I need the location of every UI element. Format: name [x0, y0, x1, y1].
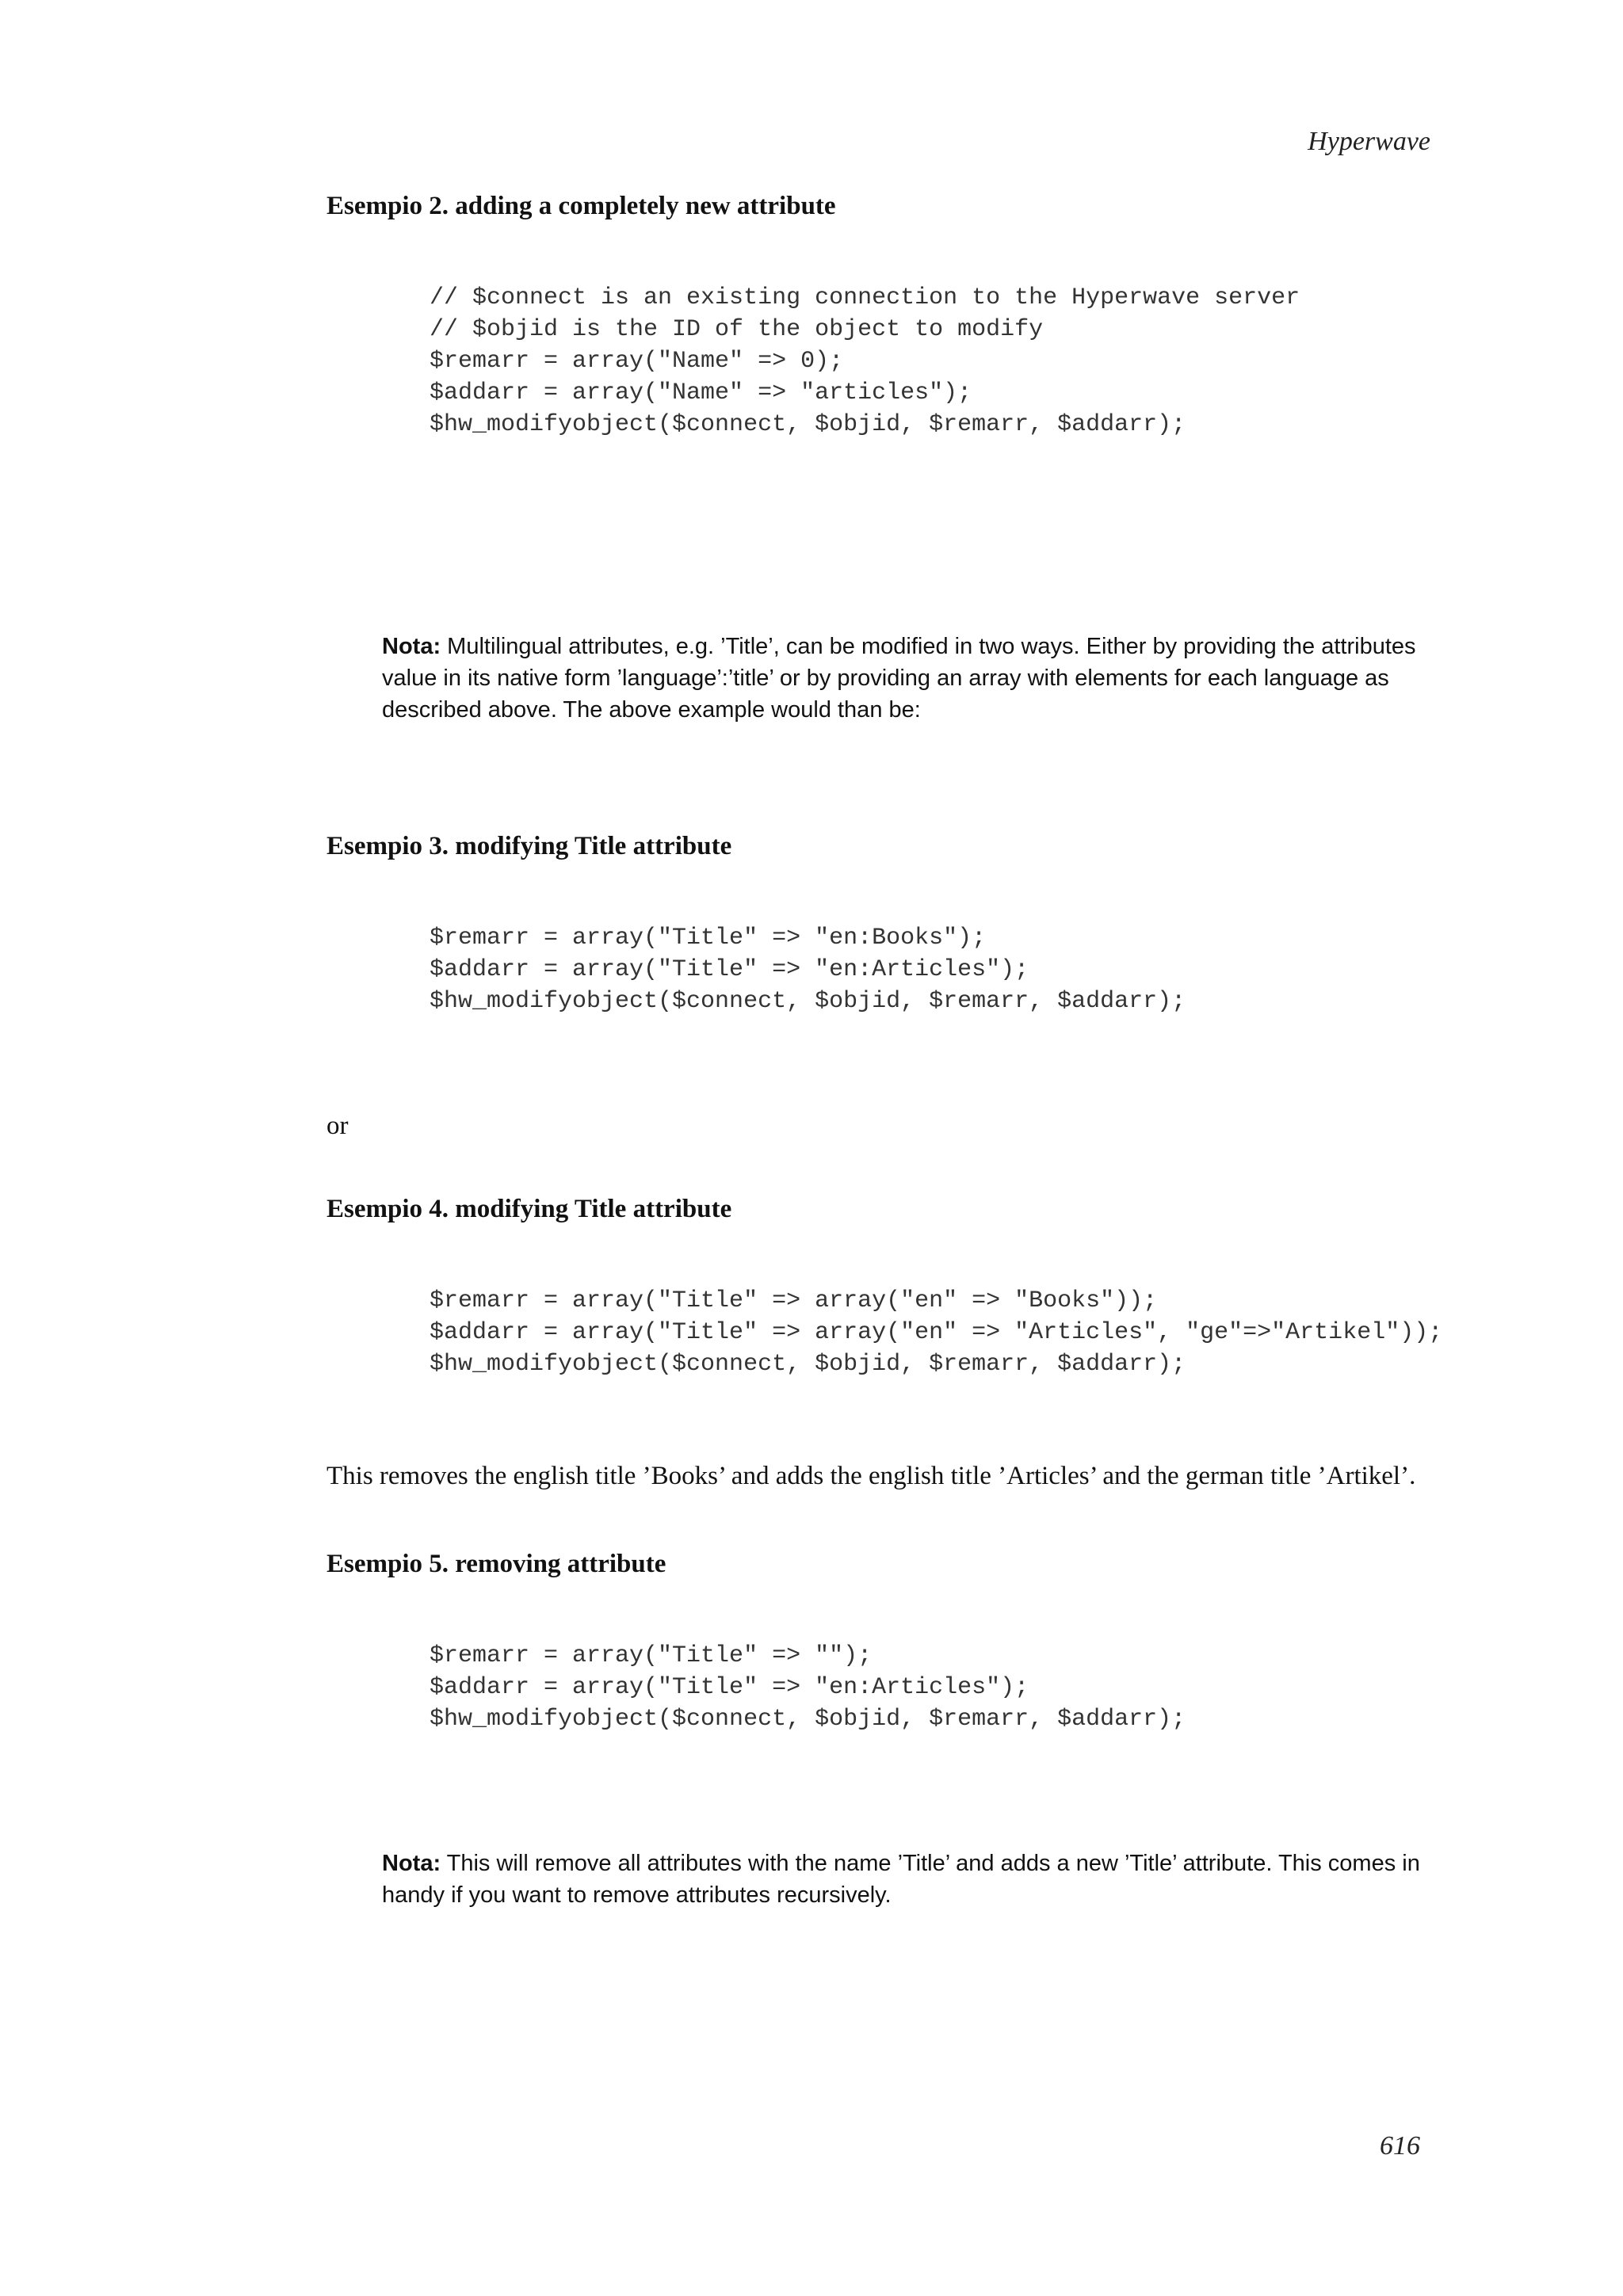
example-2-code: // $connect is an existing connection to the Hyperwave server // $objid is the ID of the object to modify $remarr = array("Name" => 0); $addarr = array("Name" => "articles"); $hw_modifyobject($connect, $objid, $remarr, $addarr); — [430, 284, 1300, 438]
explanation-paragraph: This removes the english title ’Books’ and adds the english title ’Articles’ and the german title ’Artikel’. — [327, 1462, 1416, 1490]
note-label: Nota: — [382, 1851, 441, 1876]
note-text: This will remove all attributes with the name ’Title’ and adds a new ’Title’ attribute. This comes in handy if you want to remove attributes recursively. — [382, 1851, 1420, 1908]
example-5-title: Esempio 5. removing attribute — [327, 1550, 666, 1578]
note-multilingual — [327, 631, 1460, 726]
page-number: 616 — [1380, 2131, 1420, 2161]
example-4-code: $remarr = array("Title" => array("en" => "Books")); $addarr = array("Title" => array("en" => "Articles", "ge"=>"Artikel")); $hw_modifyobject($connect, $objid, $remarr, $addarr); — [430, 1287, 1443, 1378]
example-4-title: Esempio 4. modifying Title attribute — [327, 1195, 732, 1223]
note-text: Multilingual attributes, e.g. ’Title’, can be modified in two ways. Either by providing the attributes value in its native form ’language’:’title’ or by providing an array with elements for each language as described above. The above example would than be: — [382, 634, 1416, 723]
example-3-title: Esempio 3. modifying Title attribute — [327, 832, 732, 860]
running-header: Hyperwave — [1308, 127, 1430, 156]
note-remove-attributes — [327, 1848, 1460, 1911]
example-3-code: $remarr = array("Title" => "en:Books"); $addarr = array("Title" => "en:Articles"); $hw_modifyobject($connect, $objid, $remarr, $addarr); — [430, 925, 1186, 1015]
example-2-title: Esempio 2. adding a completely new attribute — [327, 192, 836, 220]
page-content — [327, 190, 1468, 1911]
note-label: Nota: — [382, 634, 441, 659]
or-text: or — [327, 1112, 349, 1140]
example-5-code: $remarr = array("Title" => ""); $addarr = array("Title" => "en:Articles"); $hw_modifyobject($connect, $objid, $remarr, $addarr); — [430, 1642, 1186, 1733]
